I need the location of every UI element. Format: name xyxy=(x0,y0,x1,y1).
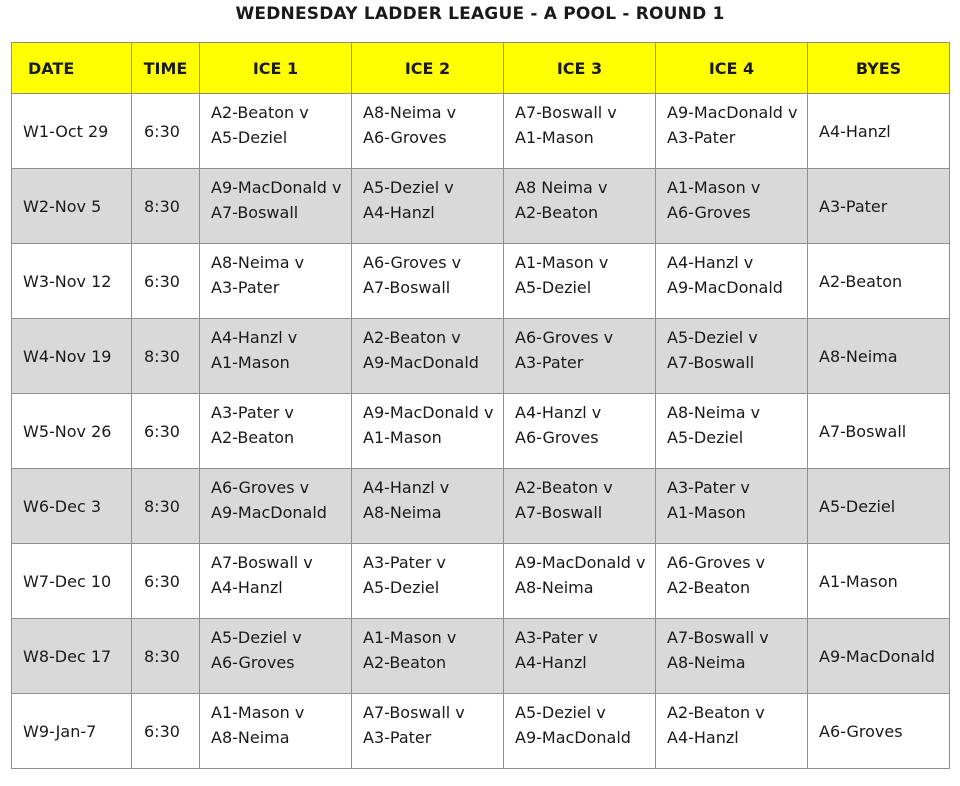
cell-bye: A9-MacDonald xyxy=(808,619,950,694)
cell-time: 6:30 xyxy=(132,694,200,769)
cell-ice-3 xyxy=(504,94,656,169)
cell-ice-2 xyxy=(352,169,504,244)
match-team-a: A5-Deziel v xyxy=(211,628,302,647)
match-team-a: A6-Groves v xyxy=(211,478,310,497)
cell-ice-2 xyxy=(352,544,504,619)
cell-time: 8:30 xyxy=(132,319,200,394)
match-team-a: A2-Beaton v xyxy=(211,103,309,122)
match-team-b: A4-Hanzl xyxy=(515,653,587,672)
match-team-b: A8-Neima xyxy=(211,728,290,747)
match-team-a: A3-Pater v xyxy=(515,628,598,647)
match-team-a: A4-Hanzl v xyxy=(515,403,602,422)
match-team-b: A8-Neima xyxy=(363,503,442,522)
match-team-a: A1-Mason v xyxy=(363,628,457,647)
table-row xyxy=(12,94,950,169)
match-team-b: A6-Groves xyxy=(667,203,751,222)
match-team-b: A7-Boswall xyxy=(211,203,299,222)
table-row xyxy=(12,544,950,619)
match-team-a: A4-Hanzl v xyxy=(667,253,754,272)
table-row xyxy=(12,244,950,319)
cell-ice-1 xyxy=(200,169,352,244)
match-team-b: A3-Pater xyxy=(515,353,584,372)
match-team-a: A6-Groves v xyxy=(515,328,614,347)
cell-ice-1 xyxy=(200,694,352,769)
match-team-a: A6-Groves v xyxy=(363,253,462,272)
match-team-a: A3-Pater v xyxy=(363,553,446,572)
match-team-a: A8-Neima v xyxy=(211,253,305,272)
match-team-b: A2-Beaton xyxy=(515,203,599,222)
match-team-a: A9-MacDonald v xyxy=(363,403,494,422)
match-team-a: A5-Deziel v xyxy=(515,703,606,722)
table-row xyxy=(12,469,950,544)
cell-ice-3 xyxy=(504,394,656,469)
match-team-b: A1-Mason xyxy=(363,428,442,447)
cell-ice-3 xyxy=(504,469,656,544)
cell-ice-1 xyxy=(200,394,352,469)
cell-time: 8:30 xyxy=(132,169,200,244)
match-team-a: A7-Boswall v xyxy=(363,703,465,722)
match-team-a: A2-Beaton v xyxy=(667,703,765,722)
table-row xyxy=(12,394,950,469)
match-team-b: A5-Deziel xyxy=(363,578,440,597)
cell-bye: A4-Hanzl xyxy=(808,94,950,169)
match-team-b: A1-Mason xyxy=(515,128,594,147)
cell-bye: A2-Beaton xyxy=(808,244,950,319)
table-row xyxy=(12,169,950,244)
match-team-b: A8-Neima xyxy=(667,653,746,672)
match-team-b: A9-MacDonald xyxy=(363,353,479,372)
cell-time: 6:30 xyxy=(132,544,200,619)
match-team-b: A1-Mason xyxy=(667,503,746,522)
match-team-b: A3-Pater xyxy=(667,128,736,147)
header-ice-1: ICE 1 xyxy=(200,43,352,94)
match-team-b: A6-Groves xyxy=(515,428,599,447)
match-team-a: A2-Beaton v xyxy=(515,478,613,497)
match-team-b: A6-Groves xyxy=(211,653,295,672)
match-team-b: A4-Hanzl xyxy=(363,203,435,222)
header-ice-4: ICE 4 xyxy=(656,43,808,94)
header-time: TIME xyxy=(132,43,200,94)
cell-ice-2 xyxy=(352,319,504,394)
cell-ice-1 xyxy=(200,244,352,319)
cell-ice-4 xyxy=(656,244,808,319)
cell-date: W3-Nov 12 xyxy=(12,244,132,319)
table-row xyxy=(12,694,950,769)
match-team-b: A9-MacDonald xyxy=(211,503,327,522)
cell-ice-2 xyxy=(352,244,504,319)
match-team-a: A9-MacDonald v xyxy=(667,103,798,122)
match-team-b: A9-MacDonald xyxy=(667,278,783,297)
match-team-a: A8-Neima v xyxy=(667,403,761,422)
match-team-b: A5-Deziel xyxy=(515,278,592,297)
table-row xyxy=(12,319,950,394)
cell-ice-4 xyxy=(656,319,808,394)
cell-time: 6:30 xyxy=(132,244,200,319)
cell-date: W7-Dec 10 xyxy=(12,544,132,619)
cell-bye: A5-Deziel xyxy=(808,469,950,544)
cell-ice-4 xyxy=(656,394,808,469)
header-row xyxy=(12,43,950,94)
header-date: DATE xyxy=(12,43,132,94)
cell-ice-4 xyxy=(656,469,808,544)
cell-ice-3 xyxy=(504,694,656,769)
match-team-b: A7-Boswall xyxy=(515,503,603,522)
cell-ice-2 xyxy=(352,694,504,769)
cell-ice-2 xyxy=(352,394,504,469)
cell-bye: A7-Boswall xyxy=(808,394,950,469)
match-team-a: A9-MacDonald v xyxy=(211,178,342,197)
match-team-a: A4-Hanzl v xyxy=(363,478,450,497)
cell-ice-1 xyxy=(200,544,352,619)
match-team-a: A6-Groves v xyxy=(667,553,766,572)
cell-time: 6:30 xyxy=(132,394,200,469)
match-team-a: A5-Deziel v xyxy=(667,328,758,347)
cell-bye: A6-Groves xyxy=(808,694,950,769)
cell-ice-2 xyxy=(352,469,504,544)
cell-ice-1 xyxy=(200,94,352,169)
cell-date: W9-Jan-7 xyxy=(12,694,132,769)
match-team-b: A5-Deziel xyxy=(211,128,288,147)
cell-ice-4 xyxy=(656,94,808,169)
cell-date: W1-Oct 29 xyxy=(12,94,132,169)
match-team-a: A3-Pater v xyxy=(667,478,750,497)
header-ice-2: ICE 2 xyxy=(352,43,504,94)
cell-ice-3 xyxy=(504,169,656,244)
match-team-a: A1-Mason v xyxy=(515,253,609,272)
match-team-a: A5-Deziel v xyxy=(363,178,454,197)
cell-date: W4-Nov 19 xyxy=(12,319,132,394)
match-team-a: A1-Mason v xyxy=(667,178,761,197)
match-team-b: A4-Hanzl xyxy=(667,728,739,747)
match-team-a: A8-Neima v xyxy=(363,103,457,122)
match-team-a: A2-Beaton v xyxy=(363,328,461,347)
match-team-b: A4-Hanzl xyxy=(211,578,283,597)
header-byes: BYES xyxy=(808,43,950,94)
cell-ice-1 xyxy=(200,619,352,694)
cell-ice-1 xyxy=(200,319,352,394)
cell-ice-1 xyxy=(200,469,352,544)
match-team-b: A3-Pater xyxy=(363,728,432,747)
cell-bye: A1-Mason xyxy=(808,544,950,619)
match-team-a: A8 Neima v xyxy=(515,178,608,197)
cell-date: W6-Dec 3 xyxy=(12,469,132,544)
match-team-a: A7-Boswall v xyxy=(667,628,769,647)
match-team-b: A6-Groves xyxy=(363,128,447,147)
match-team-b: A5-Deziel xyxy=(667,428,744,447)
cell-bye: A3-Pater xyxy=(808,169,950,244)
match-team-b: A2-Beaton xyxy=(667,578,751,597)
cell-ice-3 xyxy=(504,619,656,694)
schedule-table xyxy=(11,42,950,769)
match-team-a: A1-Mason v xyxy=(211,703,305,722)
match-team-b: A7-Boswall xyxy=(667,353,755,372)
table-row xyxy=(12,619,950,694)
header-ice-3: ICE 3 xyxy=(504,43,656,94)
cell-ice-3 xyxy=(504,244,656,319)
cell-date: W2-Nov 5 xyxy=(12,169,132,244)
cell-ice-3 xyxy=(504,319,656,394)
match-team-b: A1-Mason xyxy=(211,353,290,372)
match-team-a: A9-MacDonald v xyxy=(515,553,646,572)
cell-bye: A8-Neima xyxy=(808,319,950,394)
page-title: WEDNESDAY LADDER LEAGUE - A POOL - ROUND 1 xyxy=(235,4,725,24)
match-team-b: A2-Beaton xyxy=(363,653,447,672)
match-team-a: A4-Hanzl v xyxy=(211,328,298,347)
cell-time: 6:30 xyxy=(132,94,200,169)
cell-ice-4 xyxy=(656,169,808,244)
cell-ice-2 xyxy=(352,619,504,694)
cell-ice-3 xyxy=(504,544,656,619)
match-team-b: A7-Boswall xyxy=(363,278,451,297)
match-team-b: A2-Beaton xyxy=(211,428,295,447)
cell-ice-2 xyxy=(352,94,504,169)
match-team-a: A7-Boswall v xyxy=(515,103,617,122)
cell-date: W8-Dec 17 xyxy=(12,619,132,694)
match-team-b: A3-Pater xyxy=(211,278,280,297)
match-team-a: A7-Boswall v xyxy=(211,553,313,572)
cell-date: W5-Nov 26 xyxy=(12,394,132,469)
cell-ice-4 xyxy=(656,694,808,769)
match-team-b: A8-Neima xyxy=(515,578,594,597)
cell-time: 8:30 xyxy=(132,619,200,694)
schedule-body xyxy=(12,94,950,769)
cell-ice-4 xyxy=(656,619,808,694)
match-team-b: A9-MacDonald xyxy=(515,728,631,747)
match-team-a: A3-Pater v xyxy=(211,403,294,422)
cell-ice-4 xyxy=(656,544,808,619)
cell-time: 8:30 xyxy=(132,469,200,544)
